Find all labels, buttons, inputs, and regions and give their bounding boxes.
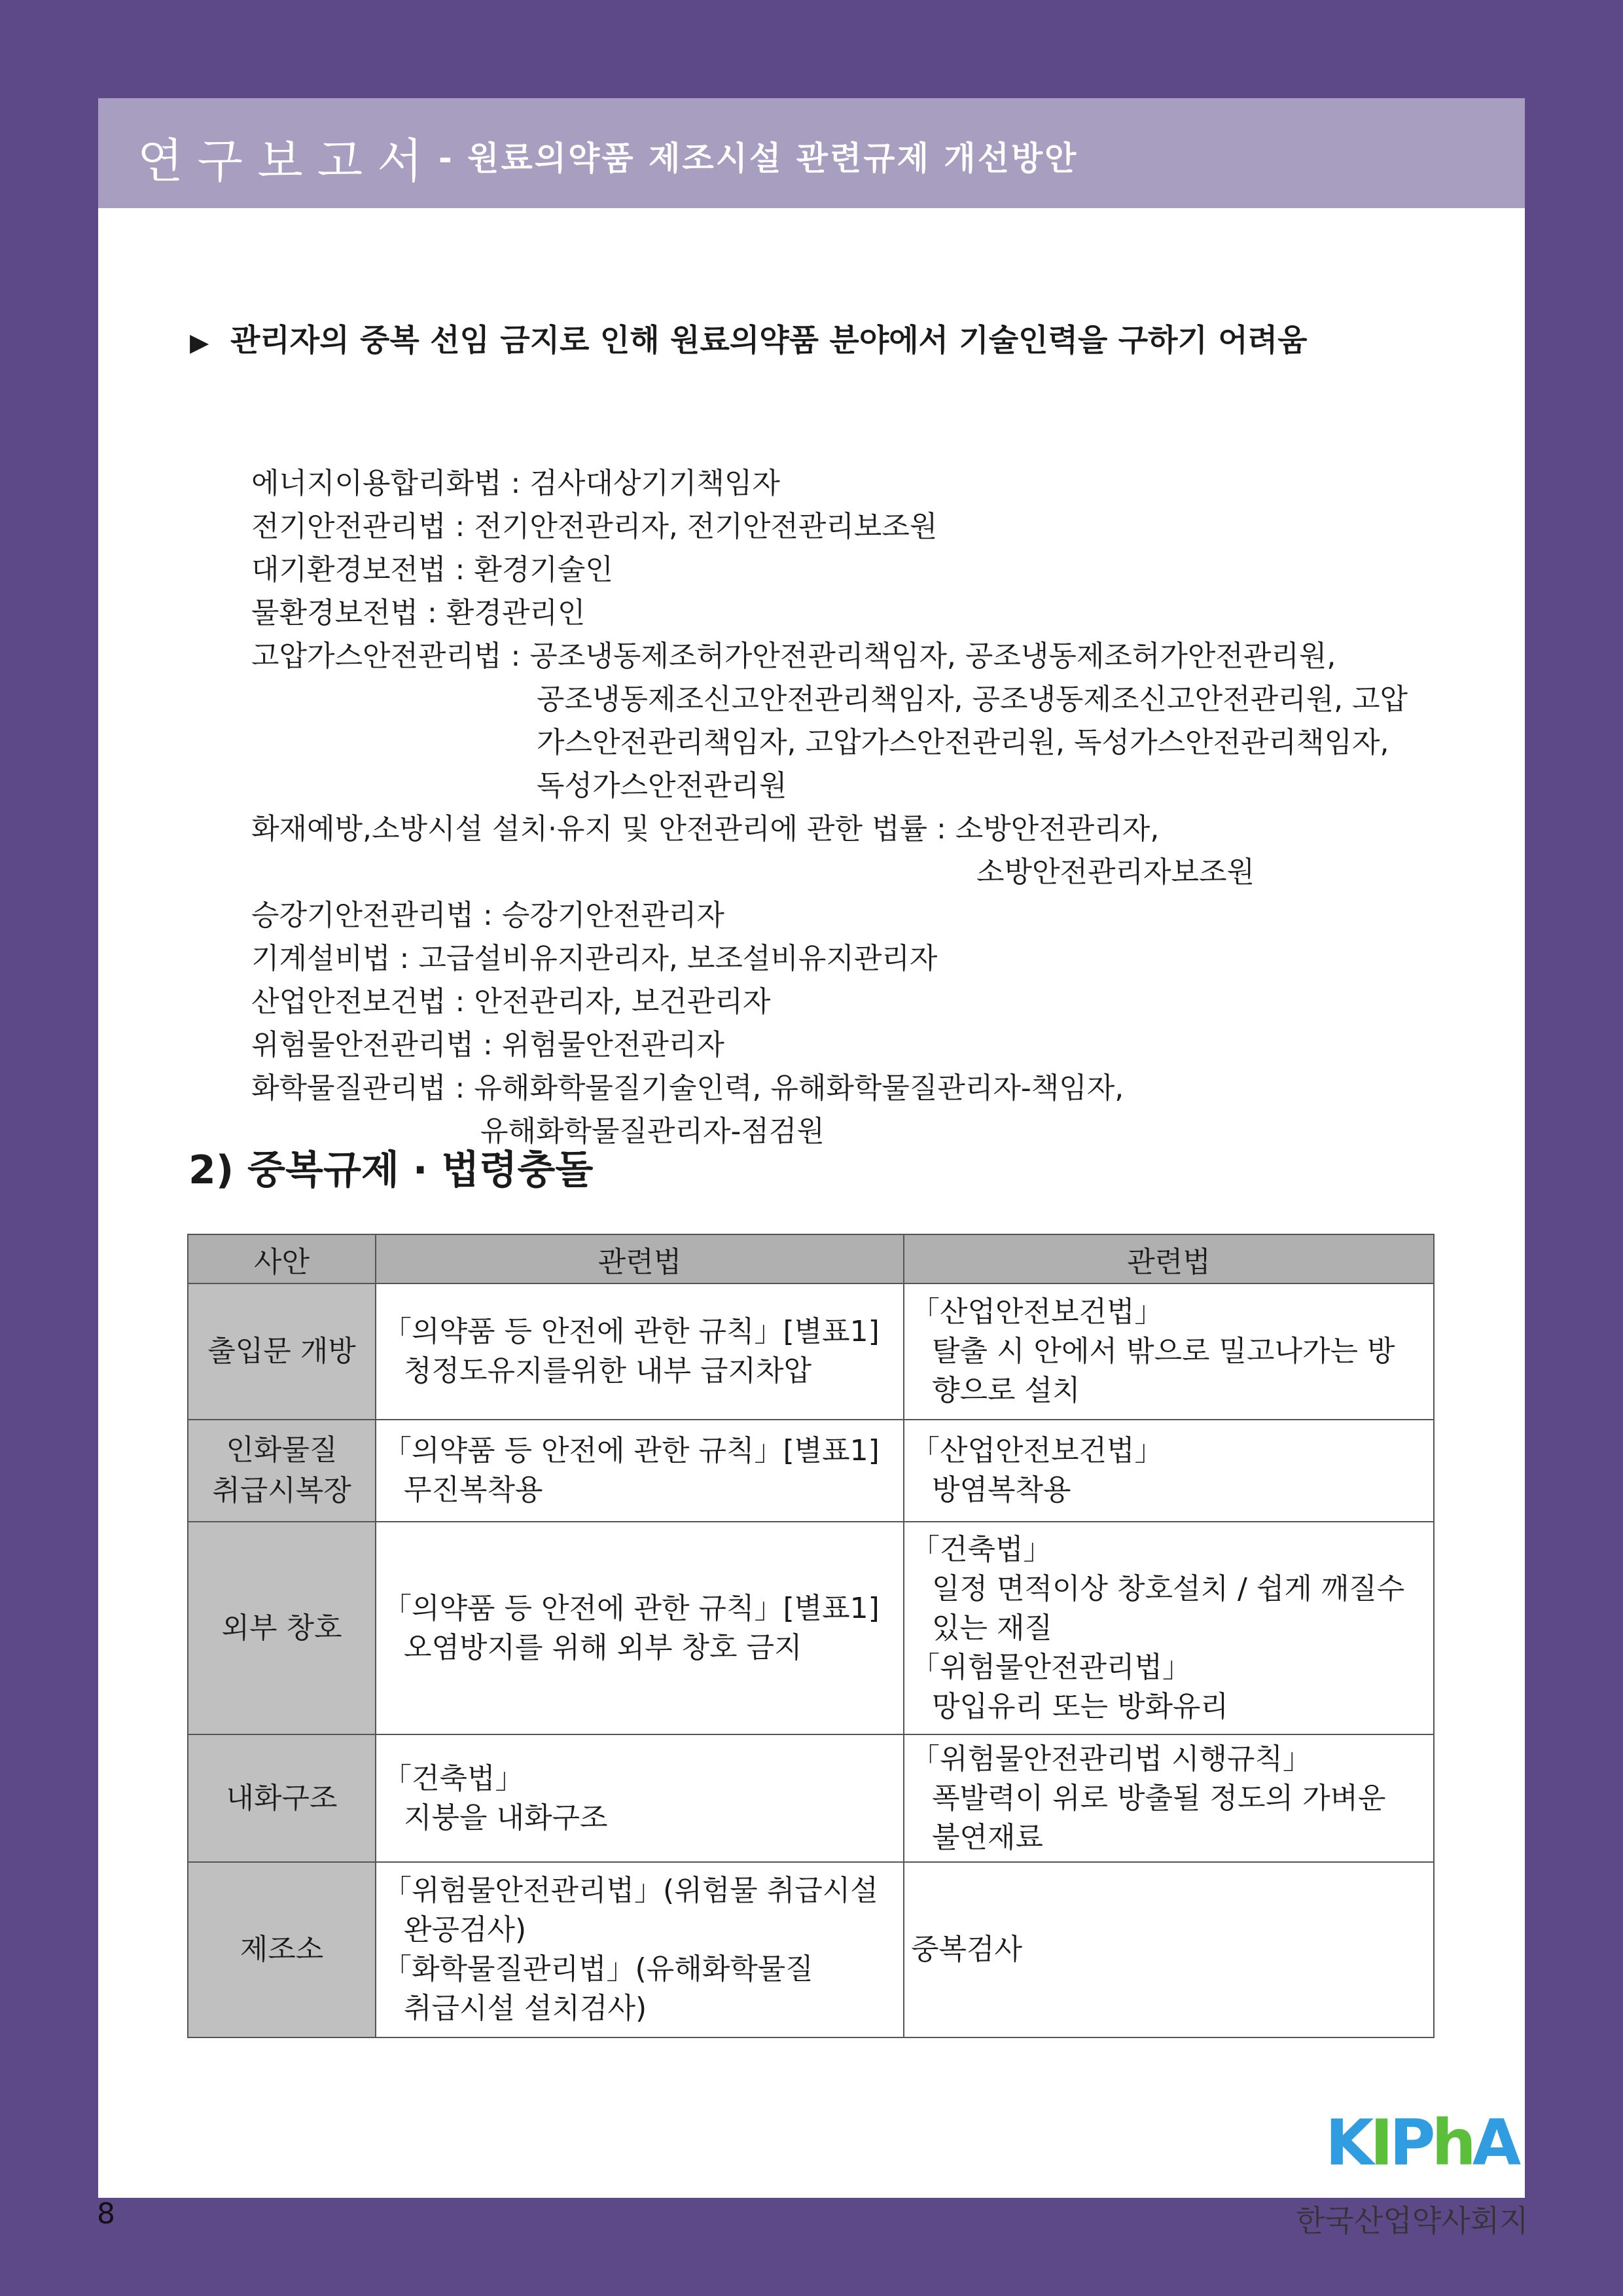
case-cell: 제조소 <box>188 1862 376 2037</box>
report-subtitle: - 원료의약품 제조시설 관련규제 개선방안 <box>438 139 1079 177</box>
law-cell: 「의약품 등 안전에 관한 규칙」[별표1] 청정도유지를위한 내부 급지차압 <box>376 1283 904 1420</box>
law-line: 승강기안전관리법 : 승강기안전관리자 <box>251 899 724 932</box>
law-line: 전기안전관리법 : 전기안전관리자, 전기안전관리보조원 <box>251 510 938 543</box>
law-line: 화학물질관리법 : 유해화학물질기술인력, 유해화학물질관리자-책임자, <box>251 1071 1124 1105</box>
law-line: 화재예방,소방시설 설치·유지 및 안전관리에 관한 법률 : 소방안전관리자, <box>251 812 1160 846</box>
table-row <box>188 1283 1434 1420</box>
column-header-law: 관련법 <box>904 1234 1434 1283</box>
law-cell: 「산업안전보건법」 방염복착용 <box>904 1420 1434 1522</box>
table-header-row <box>188 1234 1434 1283</box>
law-cell: 「위험물안전관리법」(위험물 취급시설 완공검사) 「화학물질관리법」(유해화학물질 취급시설 설치검사) <box>376 1862 904 2037</box>
kipha-logo <box>1325 2106 1518 2179</box>
column-header-case: 사안 <box>188 1234 376 1283</box>
page-number: 8 <box>97 2197 115 2231</box>
triangle-bullet-icon: ▶ <box>190 328 209 357</box>
law-line: 위험물안전관리법 : 위험물안전관리자 <box>251 1028 724 1062</box>
law-line-continued: 가스안전관리책임자, 고압가스안전관리원, 독성가스안전관리책임자, <box>537 726 1389 759</box>
page-sheet <box>98 98 1525 2198</box>
kipha-logo-letter: I <box>1370 2106 1390 2179</box>
law-cell: 「건축법」 지붕을 내화구조 <box>376 1734 904 1862</box>
header-band <box>98 98 1525 208</box>
case-cell: 출입문 개방 <box>188 1283 376 1420</box>
kipha-logo-letter: h <box>1431 2106 1472 2179</box>
law-cell: 「위험물안전관리법 시행규칙」 폭발력이 위로 방출될 정도의 가벼운 불연재료 <box>904 1734 1434 1862</box>
case-cell: 외부 창호 <box>188 1522 376 1734</box>
column-header-law: 관련법 <box>376 1234 904 1283</box>
law-line: 산업안전보건법 : 안전관리자, 보건관리자 <box>251 985 771 1018</box>
regulation-conflict-table <box>187 1234 1435 2038</box>
publication-name: 한국산업약사회지 <box>1296 2203 1529 2238</box>
law-line: 고압가스안전관리법 : 공조냉동제조허가안전관리책임자, 공조냉동제조허가안전관리원, <box>251 639 1336 673</box>
law-line-continued: 유해화학물질관리자-점검원 <box>480 1115 825 1148</box>
report-title: 연구보고서 <box>137 134 437 188</box>
section-heading: 2) 중복규제 · 법령충돌 <box>188 1147 594 1193</box>
law-cell: 중복검사 <box>904 1862 1434 2037</box>
law-cell: 「건축법」 일정 면적이상 창호설치 / 쉽게 깨질수 있는 재질 「위험물안전관리법」 망입유리 또는 방화유리 <box>904 1522 1434 1734</box>
law-line: 물환경보전법 : 환경관리인 <box>251 596 586 630</box>
law-line-continued: 독성가스안전관리원 <box>537 769 787 802</box>
bullet-text: 관리자의 중복 선임 금지로 인해 원료의약품 분야에서 기술인력을 구하기 어려움 <box>230 323 1308 359</box>
law-line-continued: 소방안전관리자보조원 <box>976 855 1255 889</box>
table-row <box>188 1420 1434 1522</box>
law-line: 에너지이용합리화법 : 검사대상기기책임자 <box>251 467 780 500</box>
law-cell: 「의약품 등 안전에 관한 규칙」[별표1] 무진복착용 <box>376 1420 904 1522</box>
law-line: 기계설비법 : 고급설비유지관리자, 보조설비유지관리자 <box>251 942 938 975</box>
law-line: 대기환경보전법 : 환경기술인 <box>251 553 613 586</box>
case-cell: 인화물질 취급시복장 <box>188 1420 376 1522</box>
law-cell: 「산업안전보건법」 탈출 시 안에서 밖으로 밀고나가는 방 향으로 설치 <box>904 1283 1434 1420</box>
kipha-logo-letter: P <box>1389 2106 1432 2179</box>
bullet-point <box>190 316 1308 360</box>
kipha-logo-letter: A <box>1472 2106 1518 2179</box>
table-row <box>188 1734 1434 1862</box>
table-row <box>188 1862 1434 2037</box>
law-line-continued: 공조냉동제조신고안전관리책임자, 공조냉동제조신고안전관리원, 고압 <box>537 683 1408 716</box>
table-row <box>188 1522 1434 1734</box>
law-cell: 「의약품 등 안전에 관한 규칙」[별표1] 오염방지를 위해 외부 창호 금지 <box>376 1522 904 1734</box>
kipha-logo-letter: K <box>1325 2106 1370 2179</box>
kipha-logo-text <box>1325 2106 1521 2179</box>
case-cell: 내화구조 <box>188 1734 376 1862</box>
